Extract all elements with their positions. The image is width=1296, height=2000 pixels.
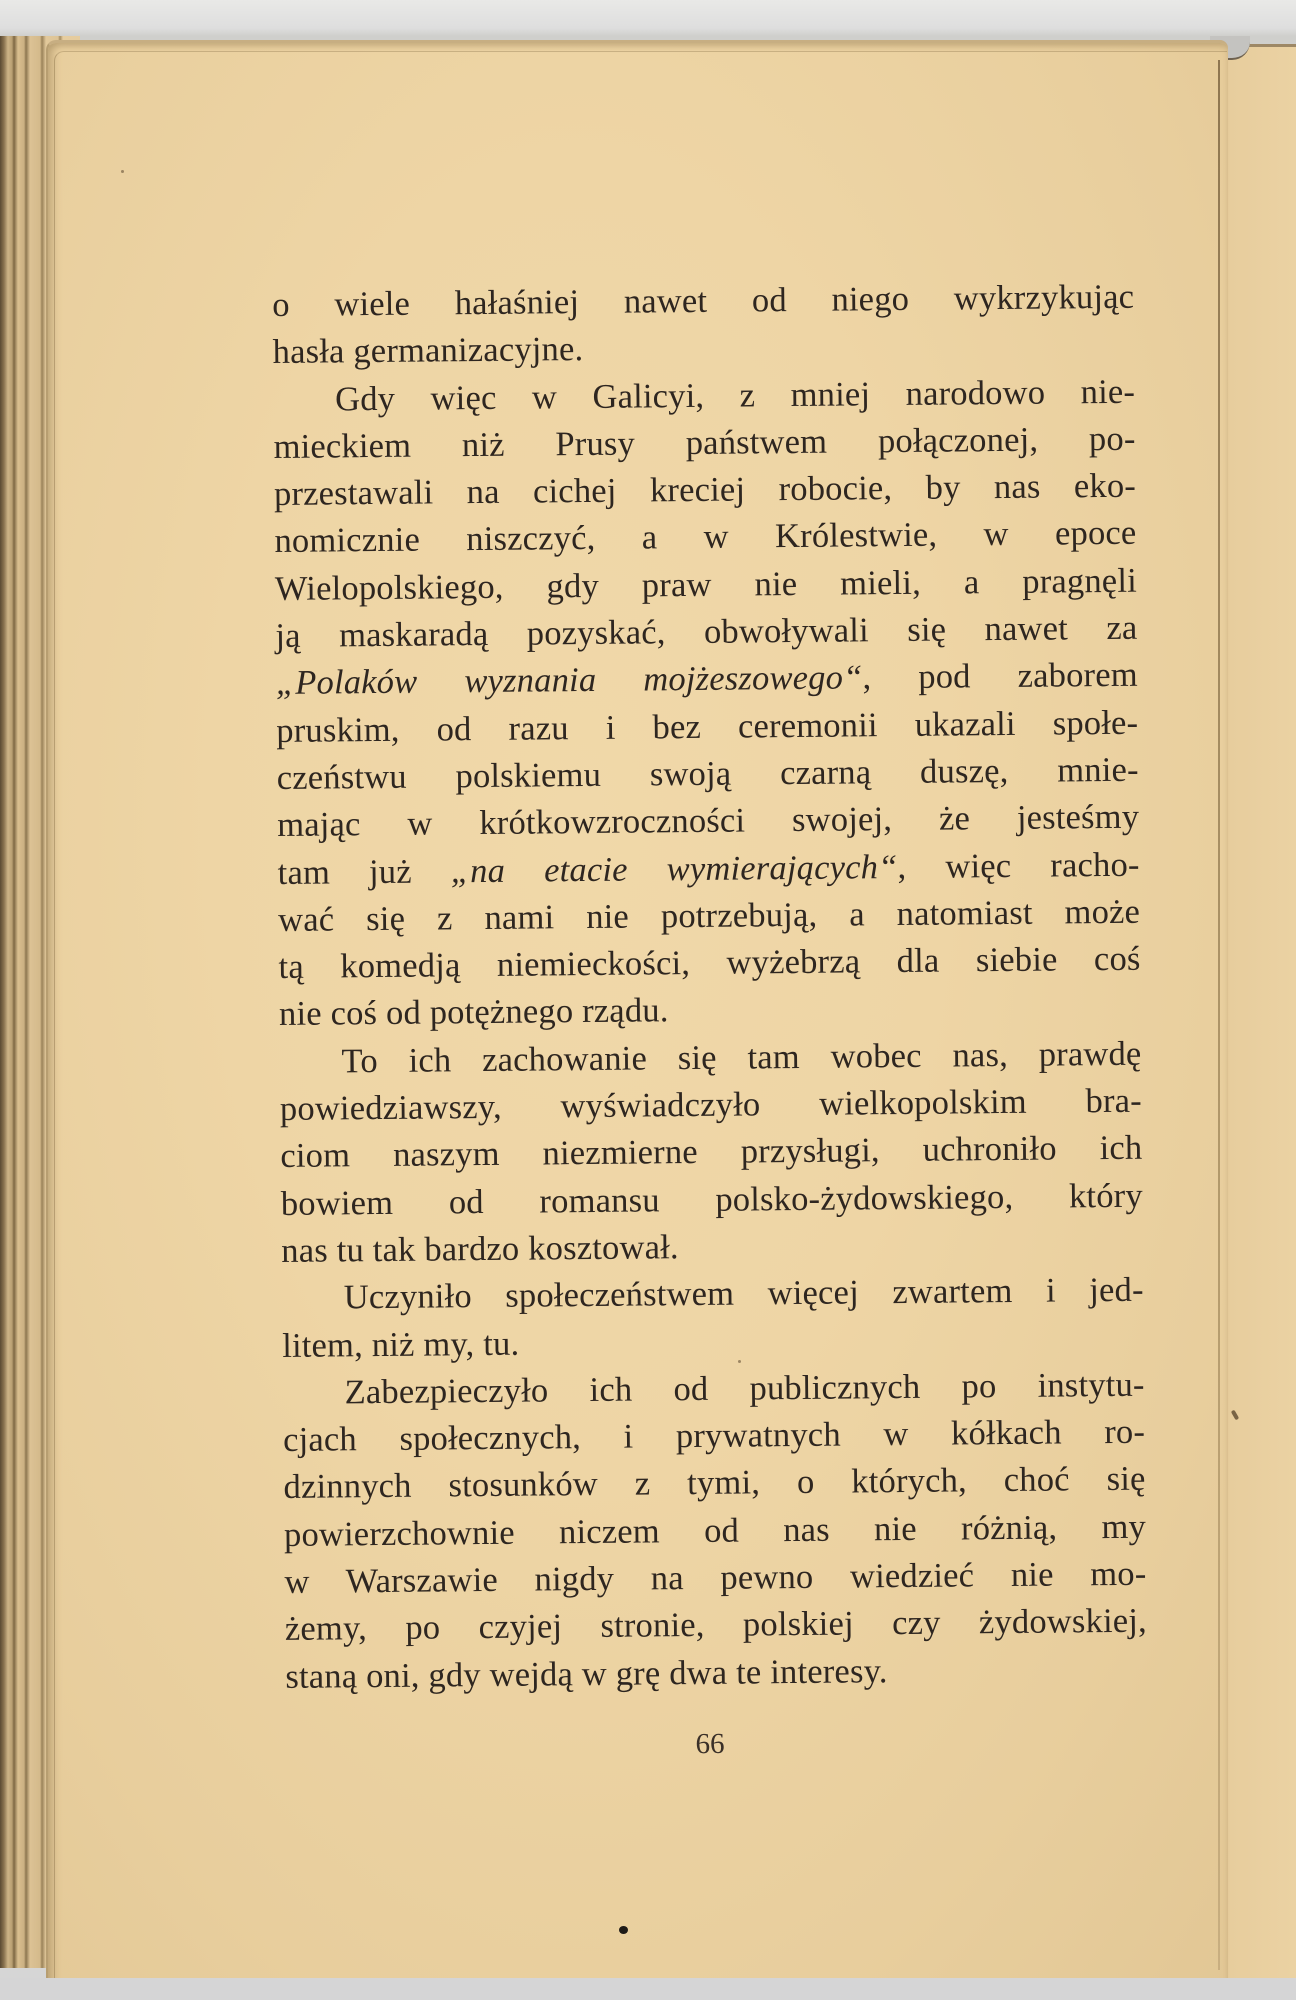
text-run: nie coś od potężnego rządu. bbox=[278, 991, 669, 1034]
text-line bbox=[280, 1125, 1142, 1181]
text-line bbox=[282, 1362, 1144, 1418]
text-line bbox=[284, 1551, 1146, 1607]
text-line bbox=[285, 1598, 1147, 1654]
text-run: dzinnych stosunków z tymi, o których, choć się bbox=[283, 1460, 1146, 1507]
text-run: Gdy więc w Galicyi, z mniej narodowo nie- bbox=[334, 372, 1136, 418]
text-line bbox=[282, 1314, 1144, 1370]
text-run: tam już bbox=[277, 851, 451, 892]
text-run: w Warszawie nigdy na pewno wiedzieć nie mo- bbox=[284, 1554, 1147, 1601]
text-line bbox=[274, 463, 1136, 519]
text-line bbox=[277, 747, 1139, 803]
gutter-line bbox=[1218, 60, 1220, 1970]
text-run: powierzchownie niczem od nas nie różnią, my bbox=[283, 1507, 1147, 1554]
text-run: litem, niż my, tu. bbox=[282, 1324, 520, 1365]
text-run: wać się z nami nie potrzebują, a natomiast może bbox=[277, 892, 1141, 939]
text-run: przestawali na cichej kreciej robocie, by nas eko- bbox=[273, 466, 1137, 514]
italic-quote: „na etacie wymierających“ bbox=[450, 847, 898, 890]
text-run: o wiele hałaśniej nawet od niego wykrzykując bbox=[272, 277, 1135, 324]
text-line bbox=[279, 1030, 1141, 1086]
text-run: żemy, po czyjej stronie, polskiej czy żydowskiej, bbox=[284, 1601, 1148, 1649]
text-run: nomicznie niszczyć, a w Królestwie, w epoce bbox=[274, 514, 1137, 561]
text-run: bowiem od romansu polsko-żydowskiego, który bbox=[280, 1176, 1143, 1223]
ink-dot bbox=[619, 1926, 628, 1934]
text-line bbox=[272, 321, 1134, 377]
text-run: mając w krótkowzroczności swojej, że jesteśmy bbox=[277, 797, 1140, 845]
text-line bbox=[276, 699, 1138, 755]
text-run: ciom naszym niezmierne przysługi, uchroniło ich bbox=[280, 1129, 1143, 1176]
text-run: staną oni, gdy wejdą w grę dwa te interesy. bbox=[285, 1651, 888, 1696]
page-body-text bbox=[272, 274, 1148, 1701]
text-line bbox=[281, 1172, 1143, 1228]
text-run: Wielopolskiego, gdy praw nie mieli, a pragnęli bbox=[274, 561, 1138, 608]
text-run: tą komedją niemieckości, wyżebrzą dla siebie coś bbox=[278, 939, 1141, 987]
text-run: hasła germanizacyjne. bbox=[272, 330, 584, 372]
text-run: Zabezpieczyło ich od publicznych po instytu- bbox=[344, 1365, 1145, 1412]
facing-page-edge bbox=[1220, 44, 1296, 2000]
text-run: ją maskaradą pozyskać, obwoływali się nawet za bbox=[275, 608, 1138, 656]
text-run: powiedziawszy, wyświadczyło wielkopolskim bra- bbox=[279, 1081, 1143, 1129]
text-run: czeństwu polskiemu swoją czarną duszę, mnie- bbox=[276, 750, 1139, 797]
paper-speck bbox=[121, 170, 124, 173]
italic-quote: „Polaków wyznania mojżeszowego“ bbox=[275, 658, 863, 703]
text-line bbox=[274, 510, 1136, 566]
text-line bbox=[273, 368, 1135, 424]
text-run: To ich zachowanie się tam wobec nas, prawdę bbox=[341, 1034, 1142, 1081]
text-run: pruskim, od razu i bez ceremonii ukazali społe- bbox=[276, 703, 1139, 750]
text-line bbox=[280, 1078, 1142, 1134]
text-line bbox=[277, 841, 1139, 897]
scan-bottom-margin bbox=[0, 1978, 1296, 2000]
text-line bbox=[279, 983, 1141, 1039]
text-run: cjach społecznych, i prywatnych w kółkach ro- bbox=[282, 1412, 1146, 1460]
text-line bbox=[276, 652, 1138, 708]
text-run: , więc racho- bbox=[897, 845, 1140, 886]
text-line bbox=[284, 1503, 1146, 1559]
text-run: Uczyniło społeczeństwem więcej zwartem i jed- bbox=[343, 1270, 1144, 1317]
text-line bbox=[278, 889, 1140, 945]
text-line bbox=[272, 274, 1134, 330]
text-run: , pod zaborem bbox=[862, 656, 1138, 697]
page-number: 66 bbox=[695, 1727, 725, 1761]
text-line bbox=[275, 557, 1137, 613]
text-line bbox=[283, 1456, 1145, 1512]
text-line bbox=[278, 936, 1140, 992]
text-line bbox=[283, 1409, 1145, 1465]
text-line bbox=[275, 605, 1137, 661]
text-run: nas tu tak bardzo kosztował. bbox=[281, 1228, 679, 1270]
paper-speck bbox=[738, 1360, 741, 1363]
text-line bbox=[281, 1220, 1143, 1276]
text-run: mieckiem niż Prusy państwem połączonej, po- bbox=[273, 419, 1136, 466]
text-line bbox=[285, 1645, 1147, 1701]
text-line bbox=[282, 1267, 1144, 1323]
text-line bbox=[277, 794, 1139, 850]
text-line bbox=[273, 416, 1135, 472]
